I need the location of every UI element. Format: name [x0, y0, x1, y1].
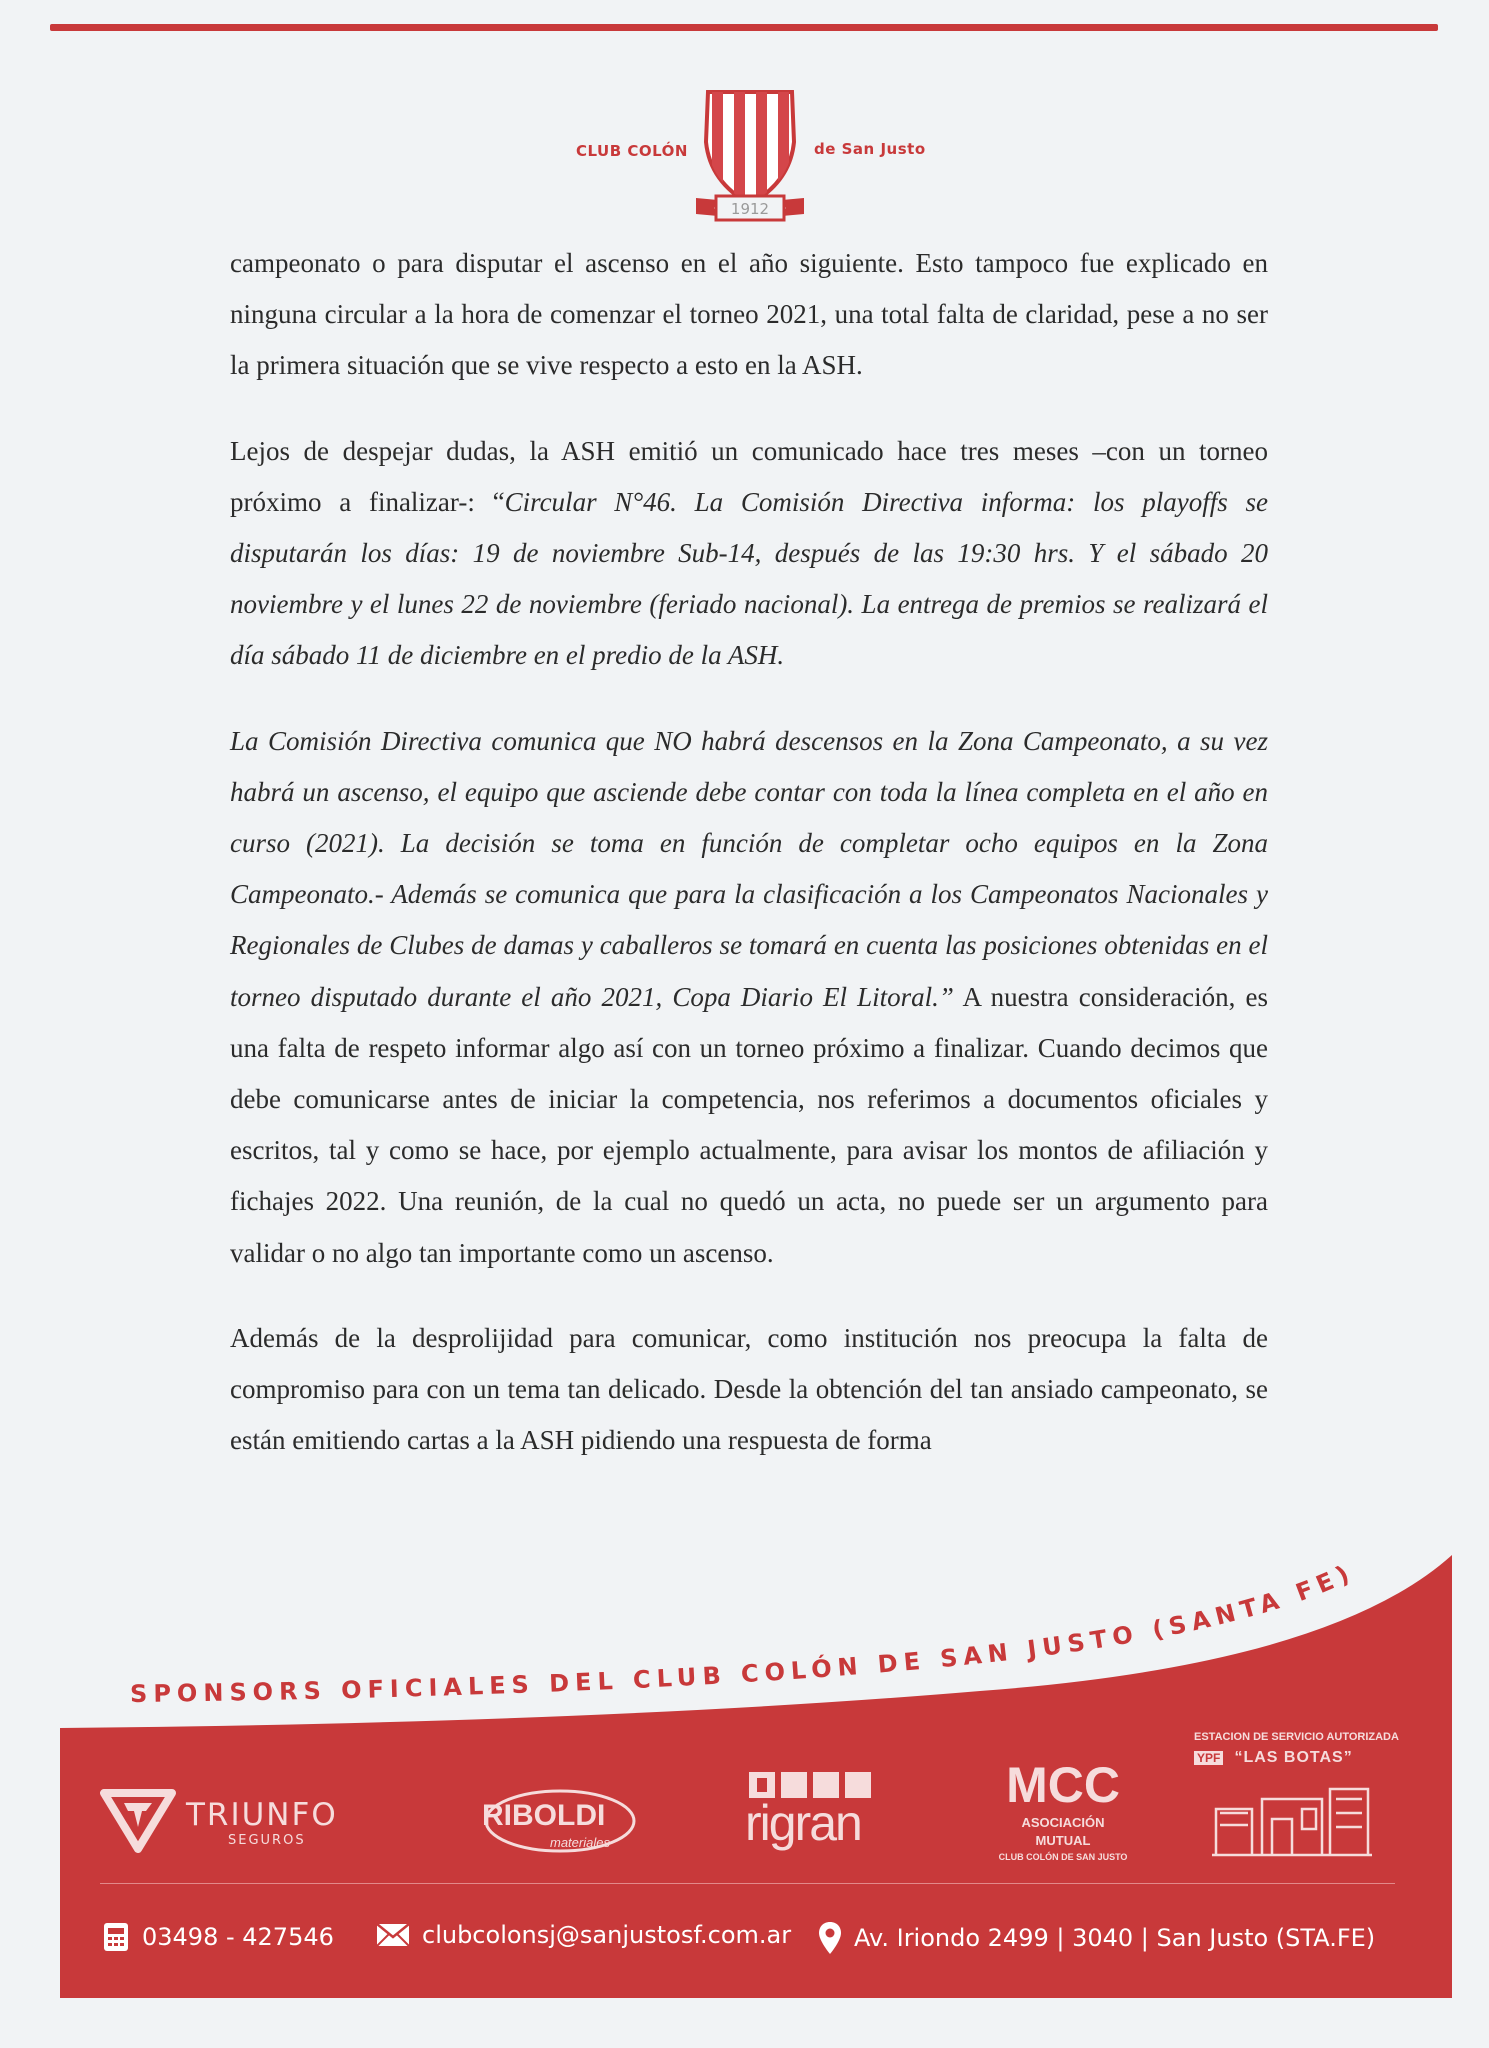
paragraph-3 — [230, 716, 1268, 1279]
paragraph-2-quote: Circular N°46. La Comisión Directiva informa: los playoffs se disputarán los días: 19 de noviembre Sub-14, después de las 19:30 hrs. Y el sábado 20 noviembre y el lunes 22 de noviembre (feriado nacional). La entrega de premios se realizará el día sábado 11 de diciembre en el predio de la ASH. — [230, 486, 1268, 671]
phone-icon — [102, 1921, 130, 1953]
paragraph-1-text: campeonato o para disputar el ascenso en el año siguiente. Esto tampoco fue explicado en ninguna circular a la hora de comenzar el torneo 2021, una total falta de claridad, pese a no ser la primera situación que se vive respecto a esto en la ASH. — [230, 248, 1268, 381]
crest-icon — [690, 82, 810, 232]
crest-year: 1912 — [730, 200, 770, 218]
contact-address — [818, 1921, 1375, 1955]
contact-phone — [102, 1921, 334, 1953]
mcc-sub2: CLUB COLÓN DE SAN JUSTO — [998, 1852, 1128, 1862]
paragraph-4 — [230, 1313, 1268, 1467]
sponsors-title-text: SPONSORS OFICIALES DEL CLUB COLÓN DE SAN JUSTO (SANTA FE) — [129, 1557, 1360, 1709]
sponsors-footer — [0, 1555, 1489, 2048]
top-rule — [50, 24, 1438, 31]
riboldi-sub: materiales — [550, 1835, 610, 1850]
mcc-sub1: ASOCIACIÓN MUTUAL — [1021, 1815, 1105, 1848]
paragraph-4-text: Además de la desprolijidad para comunicar, como institución nos preocupa la falta de compromiso para con un tema tan delicado. Desde la obtención del tan ansiado campeonato, se están emitiendo cartas a la ASH pidiendo una respuesta de forma — [230, 1322, 1268, 1456]
botas-brand-row — [1194, 1747, 1394, 1767]
address-text: Av. Iriondo 2499 | 3040 | San Justo (STA.FE) — [854, 1924, 1376, 1952]
sponsor-mcc — [998, 1758, 1128, 1868]
botas-name: “LAS BOTAS” — [1234, 1749, 1353, 1766]
contact-email — [376, 1921, 791, 1949]
triunfo-sub: SEGUROS — [228, 1833, 306, 1848]
sponsors-title — [0, 1555, 1489, 1755]
botas-ypf: YPF — [1194, 1751, 1223, 1765]
letter-body — [230, 238, 1268, 1500]
paragraph-3-quote: La Comisión Directiva comunica que NO habrá descensos en la Zona Campeonato, a su vez habrá un ascenso, el equipo que asciende debe contar con toda la línea completa en el año en curso (2021). La decisión se toma en función de completar ocho equipos en la Zona Campeonato.- Además se comunica que para la clasificación a los Campeonatos Nacionales y Regionales de Clubes de damas y caballeros se tomará en cuenta las posiciones obtenidas en el torneo disputado durante el año 2021, Copa Diario El Litoral.” — [230, 725, 1268, 1012]
paragraph-3-text: A nuestra consideración, es una falta de respeto informar algo así con un torneo próximo a finalizar. Cuando decimos que debe comunicarse antes de iniciar la competencia, nos referimos a documentos oficiales y escritos, tal y como se hace, por ejemplo actualmente, para avisar los montos de afiliación y fichajes 2022. Una reunión, de la cual no quedó un acta, no puede ser un argumento para validar o no algo tan importante como un ascenso. — [230, 981, 1268, 1268]
location-pin-icon — [818, 1921, 842, 1955]
mcc-name: MCC — [1006, 1757, 1120, 1813]
riboldi-name: RIBOLDI — [482, 1799, 606, 1832]
gas-station-icon — [1212, 1779, 1372, 1859]
sponsor-las-botas — [1194, 1731, 1399, 1871]
paragraph-2 — [230, 426, 1268, 682]
botas-line1: ESTACION DE SERVICIO AUTORIZADA — [1194, 1731, 1399, 1743]
club-name-left: CLUB COLÓN — [576, 142, 688, 160]
triunfo-name: TRIUNFO — [186, 1797, 338, 1833]
mail-icon — [376, 1923, 410, 1947]
email-address[interactable]: clubcolonsj@sanjustosf.com.ar — [422, 1921, 792, 1949]
sponsor-triunfo — [100, 1787, 380, 1857]
paragraph-2-text: Lejos de despejar dudas, la ASH emitió un comunicado hace tres meses –con un torneo próximo a finalizar-: “ — [230, 435, 1268, 517]
footer-divider — [100, 1883, 1395, 1884]
club-name-right: de San Justo — [814, 140, 926, 158]
rigran-name: rigran — [745, 1795, 861, 1851]
sponsor-rigran — [745, 1772, 875, 1862]
svg-text:SPONSORS OFICIALES DEL CLUB CO — [130, 1557, 1359, 1708]
paragraph-1 — [230, 238, 1268, 392]
phone-number: 03498 - 427546 — [142, 1923, 334, 1951]
letterhead — [0, 82, 1489, 232]
triunfo-logo-icon — [100, 1787, 176, 1853]
sponsor-riboldi — [478, 1785, 638, 1859]
